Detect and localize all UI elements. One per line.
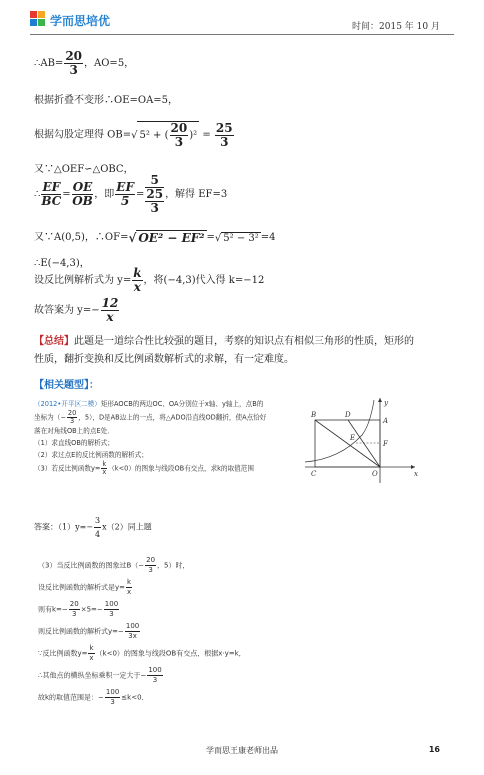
line-ratio: ∴ $\frac{EF}{BC}$ = $\frac{OE}{OB}$ ，即 $\frac{EF}{5}$ = 5 25 3 ，解得 EF=3 bbox=[34, 173, 228, 215]
line-answer: 故答案为 y=− $\frac{12}{x}$ bbox=[34, 296, 119, 324]
solution-step-1: （3）当反比例函数的图象过B（− $\frac{20}{3}$ ，5）时， bbox=[38, 556, 190, 574]
line-ab: ∴AB= $\frac{20}{3}$ ，AO=5， bbox=[34, 49, 135, 77]
footer-credit: 学而思王康老师出品 bbox=[206, 746, 278, 755]
logo-text: 学而思培优 bbox=[50, 14, 111, 28]
label-D: D bbox=[345, 411, 351, 419]
line-of: 又∵A(0,5)，∴OF=√ OE² − EF² =√ 5² − 3² =4 bbox=[34, 231, 276, 245]
solution-step-7: 故k的取值范围是：− $\frac{100}{3}$ ≤k<0． bbox=[38, 688, 149, 706]
page-number: 16 bbox=[428, 745, 440, 754]
page-header bbox=[0, 0, 484, 38]
summary-tag: 【总结】 bbox=[34, 336, 74, 347]
line-pythagoras: 根据勾股定理得 OB=√ 5² + ( $\frac{20}{3}$ )² = $\frac{25}{3}$ bbox=[34, 120, 233, 149]
label-O: O bbox=[372, 470, 378, 478]
label-y: y bbox=[384, 399, 388, 407]
related-problem: （2012•开平区二模）矩形AOCB的两边OC、OA分别位于x轴、y轴上，点B的 坐标为（− $\frac{20}{3}$ ，5），D是AB边上的一点，将△ADO沿直线OD翻折，使A点恰好 落在对角线OB上的点E处． （1）求直线OB的解析式； （2）求过点E的反比例函数的解析式； （3）若反比例函数y= $\frac{k}{x}$ （k<0）的图象与线段OB有交点，求k的取值范围 bbox=[34, 400, 267, 476]
solution-step-6: ∴其他点的横纵坐标乘积一定大于− $\frac{100}{3}$ bbox=[38, 666, 162, 684]
label-B: B bbox=[311, 411, 317, 419]
label-x: x bbox=[414, 470, 418, 478]
line-e: ∴E(−4,3)， bbox=[34, 258, 90, 269]
header-date: 时间：2015 年 10 月 bbox=[352, 22, 440, 32]
summary: 【总结】此题是一道综合性比较强的题目，考察的知识点有相似三角形的性质，矩形的 性质，翻折变换和反比例函数解析式的求解，有一定难度。 bbox=[34, 336, 414, 365]
line-k: 设反比例解析式为 y= $\frac{k}{x}$ ，将(−4,3)代入得 k=−12 bbox=[34, 266, 265, 294]
header-divider bbox=[30, 34, 454, 35]
solution-step-4: 则反比例函数的解析式y=− $\frac{100}{3x}$ bbox=[38, 622, 140, 640]
label-F: F bbox=[383, 440, 388, 448]
logo-icon bbox=[30, 11, 46, 27]
label-A: A bbox=[383, 417, 389, 425]
label-E: E bbox=[350, 434, 356, 442]
label-C: C bbox=[311, 470, 317, 478]
solution-step-2: 设反比例函数的解析式是y= $\frac{k}{x}$ bbox=[38, 578, 132, 596]
line-similar: 又∵△OEF∽△OBC， bbox=[34, 164, 134, 175]
solution-step-3: 则有k=− $\frac{20}{3}$ ×5=− $\frac{100}{3}$ bbox=[38, 600, 119, 618]
geometry-figure bbox=[300, 395, 430, 485]
solution-step-5: ∵反比例函数y= $\frac{k}{x}$ （k<0）的图象与线段OB有交点，根据x·y=k， bbox=[38, 644, 246, 662]
related-answer: 答案：（1）y=− $\frac{3}{4}$ x（2）同上题 bbox=[34, 516, 152, 539]
related-heading: 【相关题型】： bbox=[34, 380, 99, 391]
line-oe: 根据折叠不变形∴OE=OA=5， bbox=[34, 95, 179, 106]
